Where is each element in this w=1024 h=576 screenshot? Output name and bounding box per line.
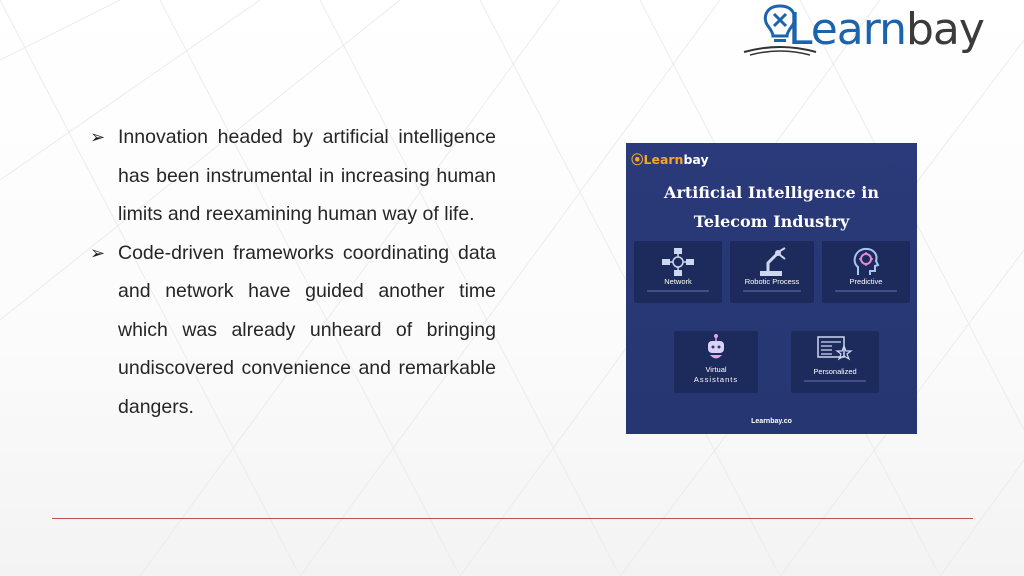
logo-wordmark	[788, 2, 984, 58]
card-predictive-subtext	[835, 290, 897, 292]
card-predictive-label: Predictive	[849, 277, 883, 286]
robot-assistant-icon	[701, 333, 731, 363]
bullet-item	[90, 118, 496, 234]
logo-text-bay: bay	[905, 4, 984, 55]
card-virtual-assistants-label1: Virtual	[705, 365, 727, 374]
infographic-logo-bay: bay	[683, 152, 709, 167]
bullet-list	[90, 118, 496, 426]
arrow-bullet-icon: ➢	[90, 127, 106, 147]
bullet-text: Code-driven frameworks coordinating data and network have guided another time which was already unheard of bringing undiscovered convenience and remarkable dangers.	[118, 241, 496, 418]
card-virtual-assistants-label2: Assistants	[693, 375, 739, 384]
infographic-title-line2: Telecom Industry	[693, 212, 850, 231]
infographic-title-line1: Artificial Intelligence in	[664, 183, 879, 202]
footer-divider	[52, 518, 973, 519]
card-personalized	[791, 331, 879, 393]
card-robotic-process-label: Robotic Process	[744, 277, 800, 286]
learnbay-logo	[740, 2, 1024, 58]
infographic-footer: Learnbay.co	[751, 418, 792, 425]
card-robotic-process	[730, 241, 814, 303]
arrow-bullet-icon: ➢	[90, 242, 106, 263]
card-network-subtext	[647, 290, 709, 292]
card-network-label: Network	[664, 277, 692, 286]
logo-text-learn: Learn	[788, 4, 906, 55]
personalized-screen-icon	[816, 336, 854, 362]
card-virtual-assistants	[674, 331, 758, 393]
robot-arm-icon	[754, 245, 790, 277]
network-icon	[660, 247, 696, 277]
card-personalized-subtext	[804, 380, 866, 382]
card-robotic-process-subtext	[743, 290, 802, 292]
infographic-logo-learn: Learn	[643, 152, 684, 167]
predictive-head-icon	[848, 245, 884, 277]
card-predictive	[822, 241, 910, 303]
infographic-logo: ⦿Learnbay	[631, 152, 709, 167]
bullet-item	[90, 234, 496, 427]
bullet-text: Innovation headed by artificial intelligence has been instrumental in increasing human limits and reexamining human way of life.	[118, 126, 496, 225]
card-network	[634, 241, 722, 303]
ai-telecom-infographic	[626, 143, 917, 434]
card-personalized-label: Personalized	[813, 367, 857, 376]
